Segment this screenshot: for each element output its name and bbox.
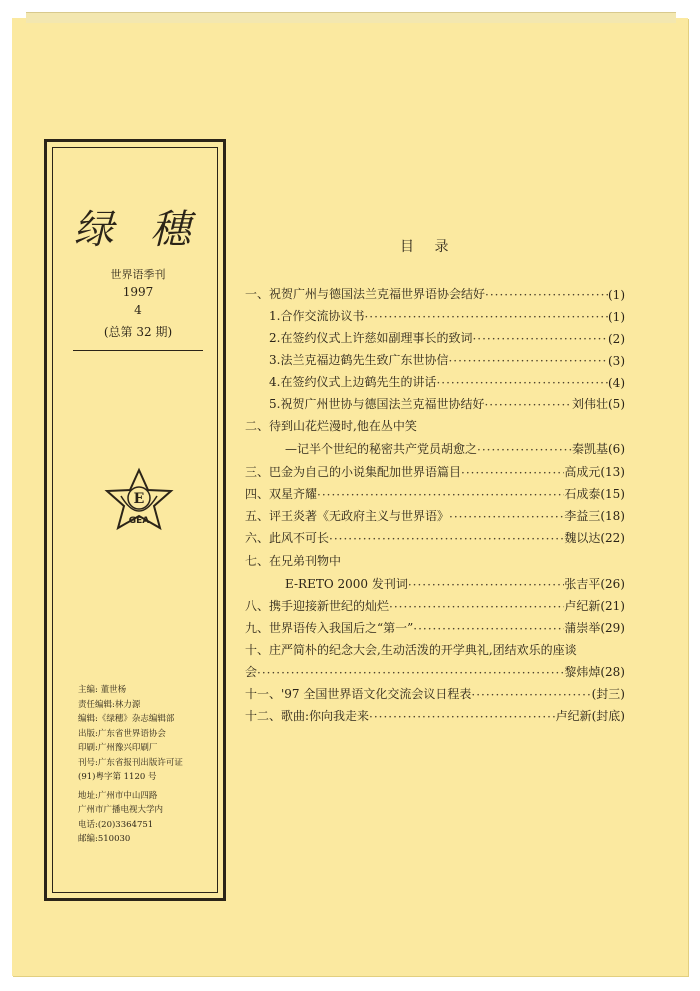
toc-leader-dots — [257, 666, 564, 680]
masthead-divider — [73, 350, 203, 351]
toc-leader-dots — [477, 443, 572, 457]
toc-leader-dots — [484, 398, 572, 412]
toc-entry-title: 3.法兰克福边鹤先生致广东世协信 — [269, 353, 449, 367]
toc-entry-title: 十一、'97 全国世界语文化交流会议日程表 — [245, 687, 472, 701]
toc-entry-page: 刘伟壮(5) — [572, 397, 625, 411]
toc-leader-dots — [436, 376, 608, 390]
toc-entry — [245, 682, 625, 702]
toc-entry-title: 八、携手迎接新世纪的灿烂 — [245, 599, 390, 613]
toc-entry-page: 卢纪新(封底) — [555, 709, 625, 723]
toc-entry-page: 高成元(13) — [564, 465, 625, 479]
toc-entry-title: 4.在签约仪式上边鹤先生的讲话 — [269, 375, 437, 389]
toc-leader-dots — [461, 466, 564, 480]
toc-entry — [245, 504, 625, 524]
toc-entry-page: (1) — [608, 288, 625, 302]
toc-entry-title: 二、待到山花烂漫时,他在丛中笑 — [245, 419, 417, 433]
toc-entry-title: 5.祝贺广州世协与德国法兰克福世协结好 — [269, 397, 485, 411]
toc-entry-title: 十二、歌曲:你向我走来 — [245, 709, 370, 723]
credit-line: 刊号:广东省报刊出版许可证 — [78, 757, 183, 768]
issue-number: 4 — [134, 303, 142, 317]
toc-entry — [245, 526, 625, 546]
toc-entry-title: 六、此风不可长 — [245, 531, 330, 545]
toc-leader-dots — [471, 688, 591, 702]
toc-leader-dots — [369, 710, 556, 724]
toc-entry-title: 九、世界语传入我国后之“第一” — [245, 621, 414, 635]
logo-letter: E — [133, 491, 145, 507]
toc-entry-title: 2.在签约仪式上许慈如副理事长的致词 — [269, 331, 473, 345]
credit-line: 广州市广播电视大学内 — [78, 805, 164, 815]
toc-entry-page: 李益三(18) — [564, 509, 625, 523]
toc-entry — [245, 638, 625, 658]
toc-entry-page: (封三) — [591, 687, 625, 701]
toc-entry-title: E-RETO 2000 发刊词 — [285, 577, 408, 591]
credit-line: 责任编辑:林力源 — [78, 699, 141, 710]
toc-entry-title: 七、在兄弟刊物中 — [245, 554, 342, 568]
toc-entry-page: 石成泰(15) — [564, 487, 625, 501]
toc-entry-title: 五、评王炎著《无政府主义与世界语》 — [245, 509, 450, 523]
credit-line: 印刷:广州豫兴印刷厂 — [78, 743, 158, 753]
toc-entry-page: 蒲崇举(29) — [564, 621, 625, 635]
toc-leader-dots — [389, 600, 564, 614]
toc-entry-page: (3) — [608, 354, 625, 368]
toc-entry — [245, 704, 625, 724]
toc-entry — [245, 549, 625, 569]
credit-line: 主编: 董世杨 — [78, 685, 127, 695]
toc-leader-dots — [413, 622, 564, 636]
toc-entry-page: 黎炜焯(28) — [564, 665, 625, 679]
toc-entry-page: (1) — [608, 310, 625, 324]
gea-star-logo-icon — [99, 466, 179, 536]
toc-entry-page: 秦凯基(6) — [572, 442, 625, 456]
toc-leader-dots — [364, 310, 608, 324]
toc-entry-title: 四、双星齐耀 — [245, 487, 318, 501]
toc-entry — [245, 437, 625, 457]
masthead-frame — [44, 139, 226, 901]
toc-entry — [245, 572, 625, 592]
issue-total: (总第 32 期) — [103, 325, 173, 339]
toc-entry-title: —记半个世纪的秘密共产党员胡愈之 — [285, 442, 478, 456]
toc-leader-dots — [408, 578, 565, 592]
toc-leader-dots — [329, 532, 564, 546]
magazine-title: 绿 穗 — [73, 207, 203, 253]
toc-entry — [245, 594, 625, 614]
credit-line: 地址:广州市中山四路 — [78, 790, 158, 801]
toc-entry-title: 1.合作交流协议书 — [269, 309, 365, 323]
toc-entry-page: 张吉平(26) — [564, 577, 625, 591]
toc-entry — [245, 304, 625, 324]
toc-entry — [245, 482, 625, 502]
credit-line: (91)粤字第 1120 号 — [78, 772, 157, 782]
toc-entry — [245, 370, 625, 390]
toc-leader-dots — [449, 510, 564, 524]
toc-leader-dots — [317, 488, 564, 502]
toc-entry — [245, 348, 625, 368]
toc-entry-page: 魏以达(22) — [564, 531, 625, 545]
toc-entry — [245, 616, 625, 636]
credit-line: 出版:广东省世界语协会 — [78, 728, 166, 739]
toc-leader-dots — [485, 288, 608, 302]
toc-entry — [245, 660, 625, 680]
toc-entry — [245, 414, 625, 434]
toc-entry-page: (4) — [608, 376, 625, 390]
masthead-inner-border — [52, 147, 218, 893]
toc-entry — [245, 460, 625, 480]
toc-entry-page: (2) — [608, 332, 625, 346]
toc-entry-title: 十、庄严简朴的纪念大会,生动活泼的开学典礼,团结欢乐的座谈 — [245, 643, 577, 657]
toc-heading: 目 录 — [400, 239, 457, 255]
issue-year: 1997 — [122, 285, 154, 299]
toc-leader-dots — [472, 332, 608, 346]
toc-entry-page: 卢纪新(21) — [564, 599, 625, 613]
toc-entry — [245, 392, 625, 412]
underlying-sheet-edge — [26, 12, 676, 23]
credits-block — [78, 683, 228, 847]
credit-line: 编辑:《绿穗》杂志编辑部 — [78, 714, 175, 724]
toc-entry-title: 一、祝贺广州与德国法兰克福世界语协会结好 — [245, 287, 486, 301]
toc-leader-dots — [448, 354, 608, 368]
toc-entry — [245, 326, 625, 346]
toc-entry-title: 三、巴金为自己的小说集配加世界语篇目 — [245, 465, 462, 479]
toc-entry-title: 会 — [245, 665, 258, 679]
credit-line: 邮编:510030 — [78, 834, 131, 844]
toc-entry — [245, 282, 625, 302]
credit-line: 电话:(20)3364751 — [78, 819, 154, 830]
magazine-subtitle: 世界语季刊 — [110, 268, 166, 281]
logo-abbr: GEA — [128, 516, 150, 526]
